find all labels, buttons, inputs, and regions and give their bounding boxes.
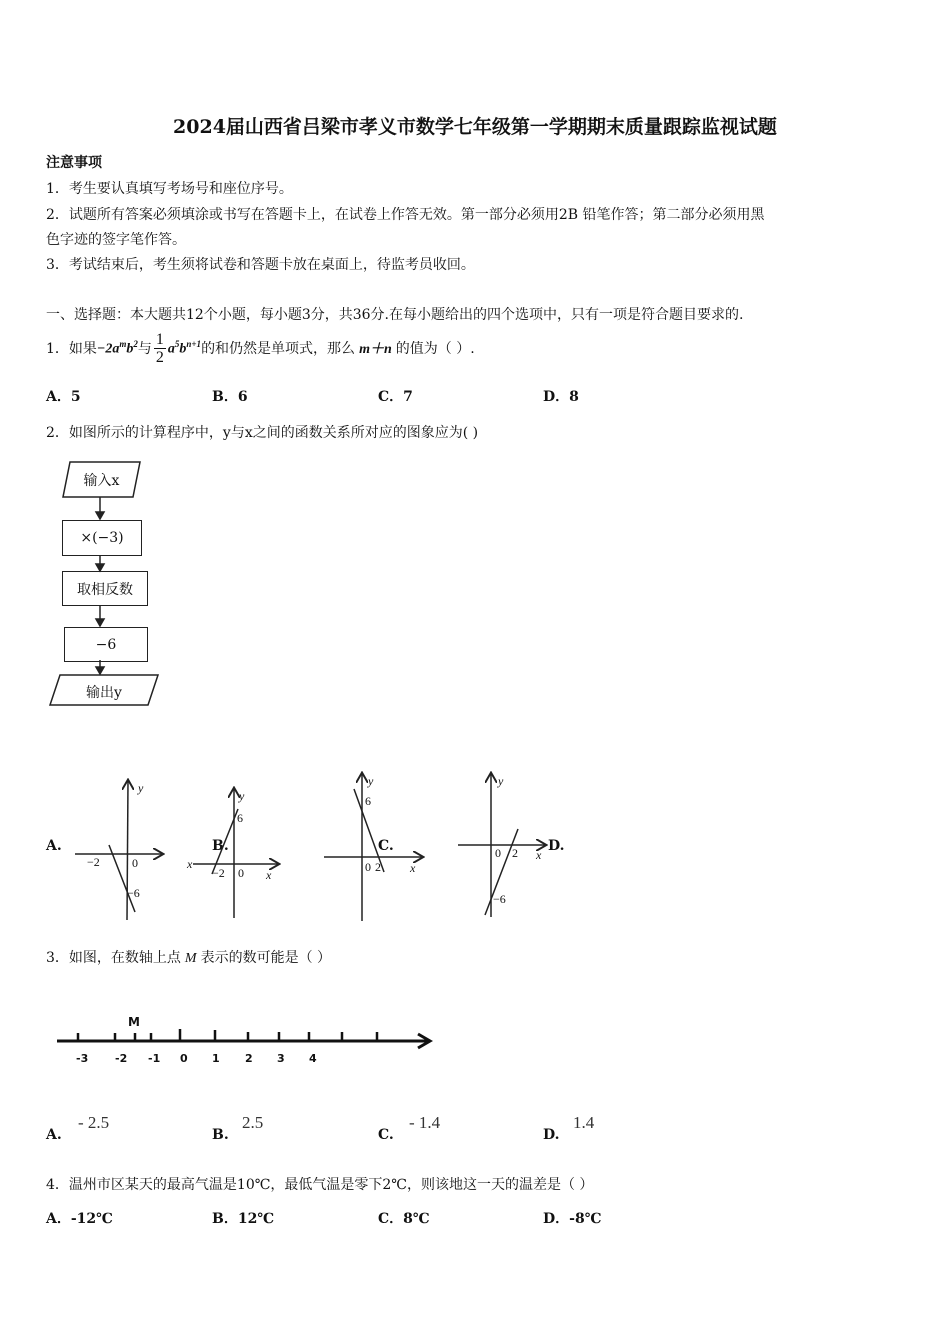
q3-option-d-value: 1.4 — [573, 1113, 595, 1132]
tick-label: -1 — [148, 1052, 161, 1065]
term: b — [126, 341, 134, 357]
tick-label: 0 — [180, 1052, 188, 1065]
axis-label-x: x — [187, 857, 193, 871]
axis-label-x: x — [410, 861, 416, 875]
q3-option-a-value: - 2.5 — [78, 1113, 110, 1132]
graph-option-d[interactable]: D. — [548, 838, 565, 854]
flow-output: 输出y — [86, 685, 122, 701]
axis-label-y: y — [368, 774, 374, 788]
option-a[interactable]: A．5 — [46, 389, 81, 405]
q1-text: 的值为（ ）. — [395, 341, 475, 357]
q3-option-a[interactable]: A. — [46, 1127, 62, 1143]
flow-multiply: ×(−3) — [62, 520, 142, 556]
section-heading: 一、选择题：本大题共12个小题，每小题3分，共36分.在每小题给出的四个选项中，只有一项是符合题目要求的. — [46, 307, 744, 323]
axis-label-y: y — [498, 774, 504, 788]
option-b[interactable]: B．6 — [212, 389, 248, 405]
numerator: 1 — [155, 330, 164, 348]
flow-subtract: −6 — [64, 627, 148, 662]
q4-option-b[interactable]: B．12℃ — [212, 1211, 275, 1227]
page-title: 2024届山西省吕梁市孝义市数学七年级第一学期期末质量跟踪监视试题 — [173, 116, 777, 138]
origin-label: 0 — [495, 846, 501, 860]
q3-option-c-value: - 1.4 — [409, 1113, 441, 1132]
ticks — [78, 1029, 377, 1041]
axis-label-y: y — [239, 789, 245, 803]
flow-input: 输入x — [83, 473, 120, 489]
graph-option-c[interactable]: C. — [378, 838, 394, 854]
term: a — [167, 341, 175, 357]
tick-label: 1 — [212, 1052, 220, 1065]
q4-option-d[interactable]: D．-8℃ — [543, 1211, 602, 1227]
notice-item: 1．考生要认真填写考场号和座位序号。 — [46, 181, 293, 197]
notice-item: 3．考试结束后，考生须将试卷和答题卡放在桌面上，待监考员收回。 — [46, 257, 475, 273]
x-intercept-label: 2 — [512, 846, 518, 860]
tick-label: 4 — [309, 1052, 317, 1065]
question-4: 4．温州市区某天的最高气温是10℃，最低气温是零下2℃，则该地这一天的温差是（ ） — [46, 1177, 594, 1193]
m-plus-n: m＋n — [359, 342, 392, 357]
term: −2a — [96, 341, 120, 357]
tick-label: 2 — [245, 1052, 253, 1065]
x-intercept-label: −2 — [212, 866, 225, 880]
axis-label-y: y — [138, 781, 144, 795]
origin-label: 0 — [132, 856, 138, 870]
tick-label: 3 — [277, 1052, 285, 1065]
question-2: 2．如图所示的计算程序中，y与x之间的函数关系所对应的图象应为( ) — [46, 425, 479, 441]
notice-item: 2．试题所有答案必须填涂或书写在答题卡上，在试卷上作答无效。第一部分必须用2B 铅笔作答；第二部分必须用黑 — [46, 207, 765, 223]
q3-text: 表示的数可能是（ ） — [200, 950, 332, 966]
graph-option-b[interactable]: B. — [212, 838, 229, 854]
y-intercept-label: −6 — [493, 892, 506, 906]
origin-label: 0 — [365, 860, 371, 874]
y-intercept-label: 6 — [237, 811, 243, 825]
tick-label: -3 — [76, 1052, 89, 1065]
option-d[interactable]: D．8 — [543, 389, 579, 405]
q1-text: 的和仍然是单项式，那么 — [201, 341, 356, 357]
graph-option-a[interactable]: A. — [46, 838, 62, 854]
q3-text: 3．如图，在数轴上点 — [46, 950, 181, 966]
q4-option-c[interactable]: C．8℃ — [378, 1211, 430, 1227]
q1-text: 1．如果 — [46, 341, 97, 357]
origin-label: 0 — [238, 866, 244, 880]
q1-text: 与 — [137, 341, 152, 357]
x-intercept-label: 2 — [375, 860, 381, 874]
q3-option-b-value: 2.5 — [242, 1113, 264, 1132]
point-m-ref: M — [184, 951, 197, 966]
y-intercept-label: 6 — [365, 794, 371, 808]
term: b — [179, 341, 187, 357]
q3-option-c[interactable]: C. — [378, 1127, 394, 1143]
denominator: 2 — [155, 348, 164, 366]
exp: 5 — [174, 338, 180, 349]
notice-heading: 注意事项 — [46, 155, 102, 171]
exp: 2 — [133, 338, 138, 349]
x-intercept-label: −2 — [87, 855, 100, 869]
point-m-label: M — [128, 1015, 140, 1029]
tick-label: -2 — [115, 1052, 128, 1065]
q3-option-b[interactable]: B. — [212, 1127, 229, 1143]
axis-label-x: x — [536, 848, 542, 862]
notice-item: 色字迹的签字笔作答。 — [46, 232, 186, 248]
flow-negate: 取相反数 — [62, 571, 148, 606]
y-intercept-label: −6 — [127, 886, 140, 900]
exp: m — [119, 338, 127, 349]
q4-option-a[interactable]: A．-12℃ — [46, 1211, 113, 1227]
axis-label-x: x — [266, 868, 272, 882]
option-c[interactable]: C．7 — [378, 389, 413, 405]
q3-option-d[interactable]: D. — [543, 1127, 560, 1143]
exp: n+1 — [186, 338, 202, 349]
